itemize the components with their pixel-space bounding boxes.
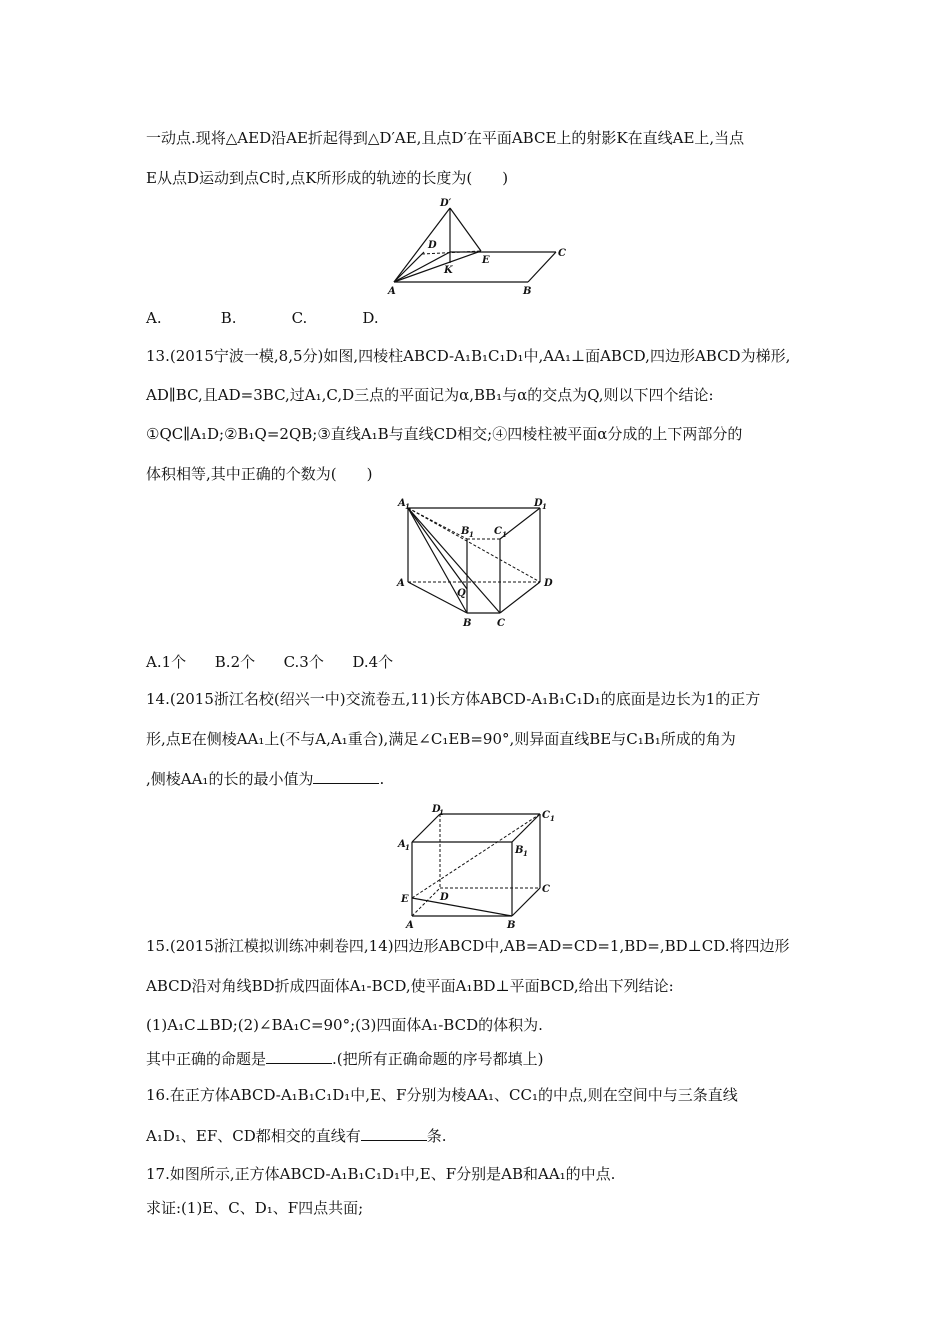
q15-text-line4 [146, 1049, 816, 1069]
q13-option-a[interactable]: A.1个 [146, 653, 187, 671]
q12-option-d[interactable]: D. [362, 309, 379, 327]
q13-label-d1: D [534, 498, 543, 509]
q13-label-c: C [497, 618, 505, 629]
q12-label-a: A [388, 286, 396, 297]
q14-text-line3-start: ,侧棱AA₁的长的最小值为 [146, 770, 314, 788]
q16-text-line2 [146, 1126, 816, 1146]
q13-option-b[interactable]: B.2个 [214, 653, 256, 671]
q13-label-c1: C [494, 526, 502, 537]
q14-label-d: D [440, 892, 449, 903]
q13-options [146, 652, 816, 672]
q13-figure [390, 496, 570, 634]
q12-text-line1: 一动点.现将△AED沿AE折起得到△D′AE,且点D′在平面ABCE上的射影K在直线AE上,当点 [146, 129, 745, 147]
q14-label-a: A [406, 920, 414, 930]
q14-label-a1: A [398, 839, 406, 850]
q16-text-line2-start: A₁D₁、EF、CD都相交的直线有 [146, 1127, 361, 1145]
q12-option-a[interactable]: A. [146, 309, 162, 327]
q13-text-line4: 体积相等,其中正确的个数为( ) [146, 465, 373, 483]
q13-option-c[interactable]: C.3个 [283, 653, 324, 671]
q13-label-b1: B [461, 526, 470, 537]
q14-text-line1: 14.(2015浙江名校(绍兴一中)交流卷五,11)长方体ABCD-A₁B₁C₁D₁的底面是边长为1的正方 [146, 690, 761, 708]
q14-label-c1-sub: 1 [550, 814, 555, 823]
q12-option-b[interactable]: B. [220, 309, 237, 327]
q14-text-line2: 形,点E在侧棱AA₁上(不与A,A₁重合),满足∠C₁EB=90°,则异面直线BE与C₁B₁所成的角为 [146, 730, 736, 748]
q15-text-line1: 15.(2015浙江模拟训练冲刺卷四,14)四边形ABCD中,AB=AD=CD=1,BD=,BD⊥CD.将四边形 [146, 937, 790, 955]
q12-label-e: E [482, 255, 490, 266]
q14-label-b1: B [515, 845, 524, 856]
q13-label-a1-sub: 1 [405, 502, 410, 511]
q16-text-line1: 16.在正方体ABCD-A₁B₁C₁D₁中,E、F分别为棱AA₁、CC₁的中点,则在空间中与三条直线 [146, 1086, 738, 1104]
q13-label-b: B [463, 618, 472, 629]
q14-label-c1: C [542, 810, 550, 821]
q14-label-b: B [507, 920, 516, 930]
q12-option-c[interactable]: C. [291, 309, 308, 327]
q12-text-line2: E从点D运动到点C时,点K所形成的轨迹的长度为( ) [146, 169, 509, 187]
q13-label-d1-sub: 1 [542, 502, 547, 511]
q14-label-a1-sub: 1 [405, 843, 410, 852]
q14-text-line3 [146, 769, 816, 789]
q12-label-dprime: D′ [440, 198, 452, 209]
q13-text-line1: 13.(2015宁波一模,8,5分)如图,四棱柱ABCD-A₁B₁C₁D₁中,AA₁⊥面ABCD,四边形ABCD为梯形, [146, 347, 791, 365]
q14-label-e: E [401, 894, 409, 905]
q14-label-d1-sub: 1 [439, 808, 444, 817]
q14-label-d1: D [432, 804, 441, 815]
q12-options [146, 308, 816, 328]
q16-text-line2-end: 条. [426, 1127, 447, 1145]
q15-text-line2: ABCD沿对角线BD折成四面体A₁-BCD,使平面A₁BD⊥平面BCD,给出下列结论: [146, 977, 674, 995]
q14-label-c: C [542, 884, 550, 895]
q15-answer-blank[interactable] [266, 1049, 332, 1064]
q17-text-line1: 17.如图所示,正方体ABCD-A₁B₁C₁D₁中,E、F分别是AB和AA₁的中点. [146, 1165, 616, 1183]
q16-answer-blank[interactable] [361, 1126, 427, 1141]
q14-text-line3-end: . [379, 770, 385, 788]
q13-label-q: Q [457, 588, 466, 599]
q15-text-line3: (1)A₁C⊥BD;(2)∠BA₁C=90°;(3)四面体A₁-BCD的体积为. [146, 1016, 543, 1034]
q12-figure [380, 196, 570, 300]
q13-label-a1: A [398, 498, 406, 509]
q12-label-d: D [428, 240, 437, 251]
q13-text-line2: AD∥BC,且AD=3BC,过A₁,C,D三点的平面记为α,BB₁与α的交点为Q,则以下四个结论: [146, 386, 714, 404]
q13-option-d[interactable]: D.4个 [352, 653, 394, 671]
q13-label-d: D [544, 578, 553, 589]
q12-label-k: K [444, 265, 453, 276]
q15-text-line4-start: 其中正确的命题是 [146, 1050, 267, 1068]
q13-label-b1-sub: 1 [469, 530, 474, 539]
q13-label-a: A [397, 578, 405, 589]
q14-figure [392, 800, 560, 930]
q15-text-line4-end: .(把所有正确命题的序号都填上) [332, 1050, 544, 1068]
q13-text-line3: ①QC∥A₁D;②B₁Q=2QB;③直线A₁B与直线CD相交;④四棱柱被平面α分成的上下两部分的 [146, 425, 743, 443]
q12-label-b: B [523, 286, 532, 297]
q14-label-b1-sub: 1 [523, 849, 528, 858]
q14-answer-blank[interactable] [313, 769, 379, 784]
q13-label-c1-sub: 1 [502, 530, 507, 539]
q17-text-line2: 求证:(1)E、C、D₁、F四点共面; [146, 1199, 364, 1217]
q12-label-c: C [558, 248, 566, 259]
